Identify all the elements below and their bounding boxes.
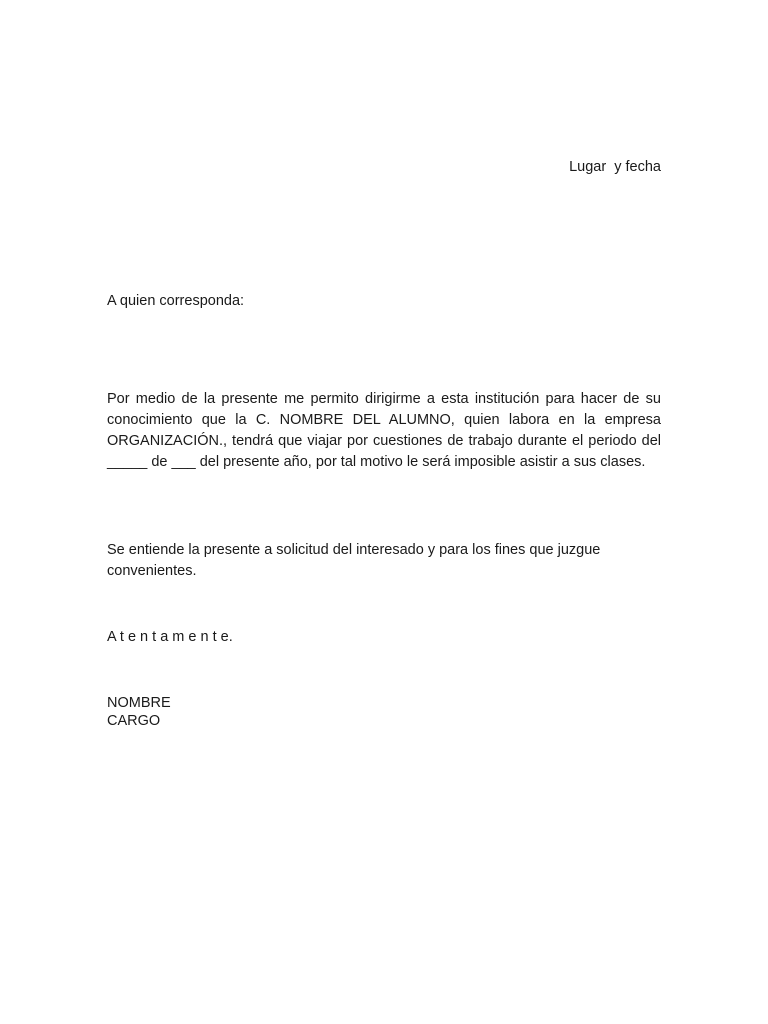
body-paragraph: Por medio de la presente me permito dirigirme a esta institución para hacer de su conocimiento que la C. NOMBRE DEL ALUMNO, quien labora en la empresa ORGANIZACIÓN., tendrá que viajar por cuestiones de trabajo durante el periodo del _____ de ___ del presente año, por tal motivo le será imposible asistir a sus clases. <box>107 391 661 470</box>
sign-off: A t e n t a m e n t e. <box>107 629 233 645</box>
closing-paragraph: Se entiende la presente a solicitud del interesado y para los fines que juzgue convenientes. <box>107 542 601 579</box>
signature-name: NOMBRE <box>107 695 171 711</box>
salutation: A quien corresponda: <box>107 293 245 309</box>
signature-title: CARGO <box>107 713 161 729</box>
place-and-date: Lugar y fecha <box>569 159 661 175</box>
